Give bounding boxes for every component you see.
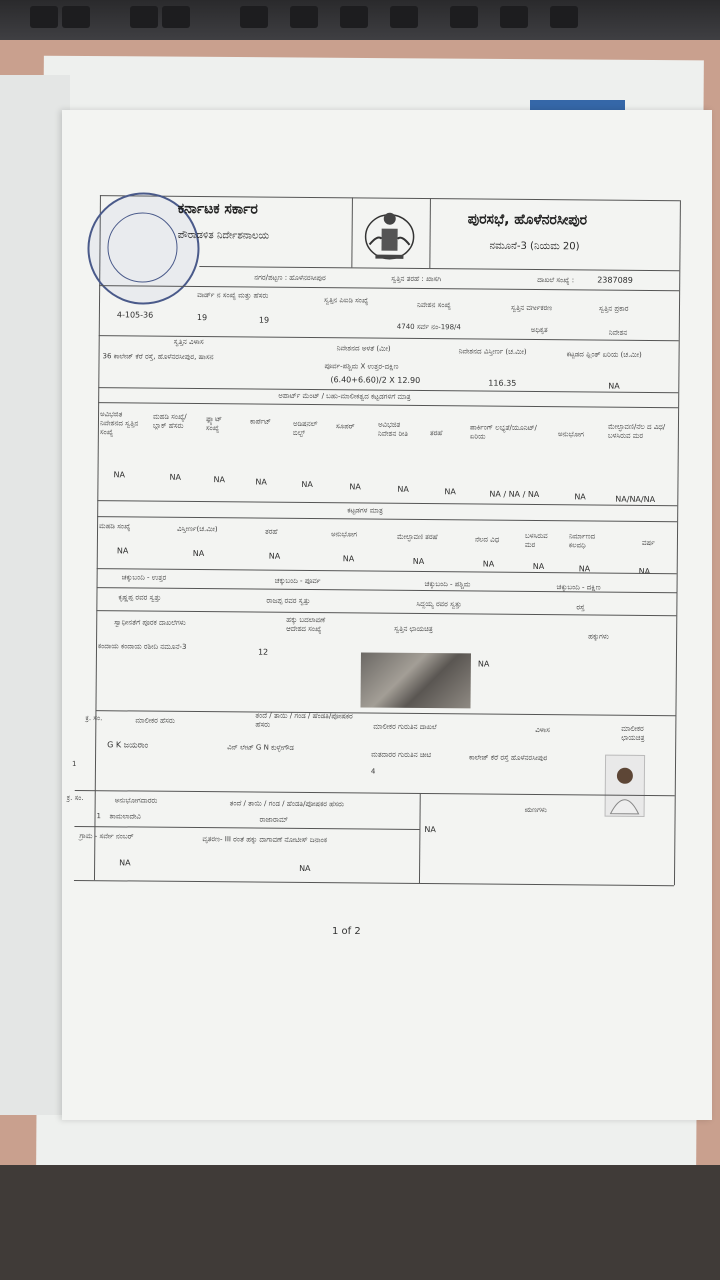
ownership-docs-value: ಕಂದಾಯ ಕಂದಾಯ ರಶೀದಿ ನಮೂನೆ-3 xyxy=(97,642,187,651)
bld-col-header: ನಿರ್ಮಾಣದ ಕಲವಧಿ xyxy=(568,532,596,550)
owner-father: ವಿನ್ ಲೇಟ್ G N ಕುಳ್ಳೇಗೌಡ xyxy=(227,743,294,752)
occupant-sl: 1 xyxy=(96,812,102,821)
apartment-heading: ಅಪಾರ್ಟ್ ಮೆಂಟ್ / ಬಹು-ಮಾಲೀಕತ್ವದ ಕಟ್ಟಡಗಳಿಗೆ ಮಾತ್ರ xyxy=(278,391,411,401)
row-line xyxy=(96,610,676,616)
keyboard-key xyxy=(62,6,90,28)
occupant-sl-label: ಕ್ರ. ಸಂ. xyxy=(66,793,84,803)
owner-id-value: ಮತದಾರರ ಗುರುತಿನ ಚೀಟಿ xyxy=(371,750,432,760)
keyboard-key xyxy=(130,6,158,28)
bld-col-header: ಬಳಸಿರುವ ಮರ xyxy=(524,531,548,549)
apt-col-header: ತರಹೆ xyxy=(429,429,443,438)
form-border-bottom xyxy=(74,880,674,886)
keyboard-key xyxy=(390,6,418,28)
apt-col-header: ಪಾರ್ಕಿಂಗ್ ಲಭ್ಯತೆ/ಯೂನಿಟ್/ಏರಿಯ xyxy=(469,423,537,441)
row-line xyxy=(97,500,677,506)
address-value: 36 ಕಾಲೇಜ್ ಕೆರೆ ರಸ್ತೆ, ಹೊಳೆನರಸೀಪುರ, ಹಾಸನ xyxy=(102,352,214,362)
apt-col-header: ಫ್ಲ್ಯಾಟ್ ಸಂಖ್ಯೆ xyxy=(205,415,222,433)
person-icon xyxy=(606,756,645,816)
site-no-label: ನಿವೇಶನ ಸಂಖ್ಯೆ xyxy=(416,300,451,310)
kind-label: ಸ್ವತ್ತಿನ ಪ್ರಕಾರ xyxy=(598,304,629,313)
boundary-north-label: ಚಕ್ಕುಬಂದಿ - ಉತ್ತರ xyxy=(121,573,167,582)
dimension-value: (6.40+6.60)/2 X 12.90 xyxy=(330,375,421,385)
keyboard-key xyxy=(240,6,268,28)
apt-col-header: ಸೂಪರ್ xyxy=(335,422,355,431)
form-border-left xyxy=(94,195,101,880)
keyboard-key xyxy=(340,6,368,28)
owner-sl-label: ಕ್ರ. ಸಂ. xyxy=(85,714,103,723)
pid-value: 4-105-36 xyxy=(116,310,154,320)
apt-cell: NA xyxy=(301,479,313,490)
apt-cell: NA xyxy=(255,477,267,487)
apt-col-header: ಮೇಲ್ಛಾವಣಿ/ನೆಲ ದ ವಿಧ/ಬಳಸಿರುವ ಮರ xyxy=(607,422,666,440)
boundary-east-value: ರಾಜಪ್ಪ ರವರ ಸ್ವತ್ತು xyxy=(266,596,311,606)
header-divider xyxy=(351,197,353,267)
owner-id-label: ಮಾಲೀಕರ ಗುರುತಿನ ದಾಖಲೆ xyxy=(373,722,437,732)
built-label: ಕಟ್ಟಡದ ಫ್ಲಿಂತ್ ಏರಿಯ (ಚ.ಮೀ) xyxy=(566,350,642,359)
bld-cell: NA xyxy=(532,561,545,572)
ward-value: 19 xyxy=(196,313,208,323)
owner-address-label: ವಿಳಾಸ xyxy=(535,725,550,735)
owner-father-label: ತಂದೆ / ತಾಯಿ / ಗಂಡ / ಹೆಂಡತಿ/ಪೋಷಕರ ಹೆಸರು xyxy=(255,711,353,729)
owner-sl: 1 xyxy=(71,759,77,768)
notice-date-label: ವೃತರಣ- III ರಂತೆ ಹಕ್ಕು ದಾಗಾವಣೆ ನೋಟೀಸ್ ದಿನಾಂಕ xyxy=(202,835,328,845)
karnataka-emblem-icon xyxy=(357,204,422,265)
address-label: ಸ್ವತ್ತಿನ ವಿಳಾಸ xyxy=(173,337,204,347)
area-value: 116.35 xyxy=(488,378,517,388)
owner-photo-label: ಮಾಲೀಕರ ಛಾಯಚಿತ್ರ xyxy=(621,724,645,742)
bld-cell: NA xyxy=(412,556,425,567)
page-number: 1 of 2 xyxy=(332,926,361,937)
built-value: NA xyxy=(608,381,620,391)
apt-cell: NA xyxy=(349,482,361,492)
boundary-north-value: ಕೃಷ್ಣಪ್ಪ ರವರ ಸ್ವತ್ತು xyxy=(118,593,162,602)
apt-col-header: ಅನುಭೋಗ xyxy=(557,430,584,439)
header-divider xyxy=(429,198,431,268)
bld-cell: NA xyxy=(268,551,281,561)
survey-value: 4740 ಸರ್ವೆ ನಂ-198/4 xyxy=(396,322,461,332)
apt-col-header: ಅವಿಭಜಿತ ನಿವೇಶನ ರೀತಿ xyxy=(377,420,408,438)
area-label: ನಿವೇಶನದ ವಿಸ್ತೀರ್ಣ (ಚ.ಮೀ) xyxy=(458,347,527,356)
boundary-south-label: ಚಕ್ಕುಬಂದಿ - ದಕ್ಷಿಣ xyxy=(556,583,601,592)
row-line xyxy=(97,516,677,522)
occupant-name-label: ಅನುಭೋಗದಾರರು xyxy=(114,796,158,805)
rights-order-label: ಹಕ್ಕು ಬದಲಾವಣೆ ಆದೇಶದ ಸಂಖ್ಯೆ xyxy=(286,615,326,634)
kind-value: ನಿವೇಶನ xyxy=(608,328,628,337)
keyboard-key xyxy=(290,6,318,28)
bld-cell: NA xyxy=(342,554,355,564)
village-value: NA xyxy=(119,858,131,868)
keyboard-key xyxy=(450,6,478,28)
municipality-title: ಪುರಸಭೆ, ಹೊಳೆನರಸೀಪುರ xyxy=(467,211,588,229)
dimension-sub: ಪೂರ್ವ-ಪಶ್ಚಿಮ X ಉತ್ತರ-ದಕ್ಷಿಣ xyxy=(324,362,399,371)
apt-col-header: ಮಹಡಿ ಸಂಖ್ಯೆ/ಬ್ಲಾಕ್ ಹೆಸರು xyxy=(152,412,187,430)
encumbrance-label: ಋಣಗಳು xyxy=(524,805,547,815)
property-photo xyxy=(360,652,470,708)
bld-col-header: ನೆಲದ ವಿಧ xyxy=(474,535,500,544)
owner-id-no: 4 xyxy=(370,767,376,776)
pid-label: ಸ್ವತ್ತಿನ ಪಿಐಡಿ ಸಂಖ್ಯೆ xyxy=(324,296,369,305)
occupant-father-label: ತಂದೆ / ತಾಯಿ / ಗಂಡ / ಹೆಂಡತಿ/ಪೋಷಕರ ಹೆಸರು xyxy=(229,799,344,809)
apt-cell: NA xyxy=(213,475,225,485)
bld-col-header: ಮೇಲ್ಛಾವಣಿ ತರಹೆ xyxy=(396,532,438,542)
row-line xyxy=(74,826,419,830)
category-value: ಅಧಿಕೃತ xyxy=(530,325,548,335)
dimension-label: ನಿವೇಶನದ ಅಳತೆ (ಮೀ) xyxy=(336,344,391,353)
category-label: ಸ್ವತ್ತಿನ ವರ್ಗೀಕರಣ xyxy=(510,303,553,313)
boundary-west-value: ಸಿದ್ದಯ್ಯ ರವರ ಸ್ವತ್ತು xyxy=(416,599,462,609)
left-page-edge xyxy=(0,75,70,1115)
owner-address: ಕಾಲೇಜ್ ಕೆರೆ ರಸ್ತೆ ಹೊಳೆನರಸೀಪುರ xyxy=(469,753,548,763)
keyboard-key xyxy=(500,6,528,28)
boundary-west-label: ಚಕ್ಕುಬಂದಿ - ಪಶ್ಚಿಮ xyxy=(424,580,471,589)
owner-name-label: ಮಾಲೀಕರ ಹೆಸರು xyxy=(135,716,175,725)
govt-title: ಕರ್ನಾಟಕ ಸರ್ಕಾರ xyxy=(177,200,258,218)
building-heading: ಕಟ್ಟಡಗಳ ಮಾತ್ರ xyxy=(347,506,383,515)
apt-cell: NA xyxy=(169,472,182,482)
record-no: 2387089 xyxy=(597,275,633,285)
bld-col-header: ತರಹೆ xyxy=(264,527,278,536)
bld-cell: NA xyxy=(638,566,651,576)
apt-cell: NA xyxy=(444,487,456,497)
apt-col-header: ಅಡಿಷನಲ್ ಬಿಲ್ಟ್ xyxy=(292,419,318,437)
bld-col-header: ಅನುಭೋಗ xyxy=(330,530,358,539)
keyboard-key xyxy=(550,6,578,28)
boundary-south-value: ರಸ್ತೆ xyxy=(576,603,585,612)
apt-cell: NA xyxy=(113,470,126,480)
header-bottom-line xyxy=(199,266,679,271)
bld-cell: NA xyxy=(578,564,591,574)
ownership-docs-label: ಸ್ವಾಧೀನತೆಗೆ ಪೂರಕ ದಾಖಲೆಗಳು xyxy=(114,618,186,627)
directorate-title: ಪೌರಾಡಳಿತ ನಿರ್ದೇಶನಾಲಯ xyxy=(177,229,270,242)
bld-cell: NA xyxy=(116,546,129,556)
row-line xyxy=(99,285,679,291)
apt-cell: NA/NA/NA xyxy=(615,494,656,505)
desk-surface xyxy=(0,1165,720,1280)
form-number: ನಮೂನೆ-3 (ನಿಯಮ 20) xyxy=(489,240,580,253)
notice-date-value: NA xyxy=(299,863,311,874)
ward-label: ವಾರ್ಡ್ ನ ಸಂಖ್ಯೆ ಮತ್ತು ಹೆಸರು xyxy=(197,291,269,300)
rights-order-value: 12 xyxy=(257,647,269,657)
village-label: ಗ್ರಾಮ - ಸರ್ವೇ ನಂಬರ್ xyxy=(79,832,134,841)
row-line xyxy=(98,402,678,408)
bld-col-header: ವಿಸ್ತೀರ್ಣ(ಚ.ಮೀ) xyxy=(177,524,218,534)
apt-cell: NA xyxy=(574,492,586,502)
row-line xyxy=(95,710,675,716)
record-no-label: ದಾಖಲೆ ಸಂಖ್ಯೆ : xyxy=(537,275,575,285)
bld-cell: NA xyxy=(192,548,205,559)
owner-photo xyxy=(605,755,646,817)
bld-col-header: ಮಹಡಿ ಸಂಖ್ಯೆ xyxy=(99,522,131,531)
bld-col-header: ವರ್ಷ xyxy=(641,538,655,548)
owner-name: G K ಜಯರಾಂ xyxy=(107,740,149,750)
occupant-father: ರಾಜಾರಾಮ್ xyxy=(259,815,288,824)
site-value: 19 xyxy=(258,315,270,325)
keyboard-key xyxy=(30,6,58,28)
town-label: ನಗರ/ಪಟ್ಟಣ : ಹೊಳೆನರಸೀಪುರ xyxy=(254,273,326,283)
row-line xyxy=(75,790,675,796)
property-type-label: ಸ್ವತ್ತಿನ ತರಹೆ : ಖಾಸಗಿ xyxy=(391,274,442,284)
apt-cell: NA / NA / NA xyxy=(489,489,540,500)
occupant-divider xyxy=(419,793,421,883)
apt-col-header: ಅವಿಭಜಿತ ನಿವೇಶನದ ಸ್ವತ್ತಿನ ಸಂಖ್ಯೆ xyxy=(99,410,139,437)
keyboard-key xyxy=(162,6,190,28)
encumbrance-value: NA xyxy=(424,825,436,835)
boundary-east-label: ಚಕ್ಕುಬಂದಿ - ಪೂರ್ವ xyxy=(274,576,321,586)
bld-cell: NA xyxy=(482,559,495,569)
property-form xyxy=(66,190,682,895)
apt-cell: NA xyxy=(397,484,409,494)
rights-col-label: ಹಕ್ಕುಗಳು xyxy=(588,632,609,641)
property-photo-label: ಸ್ವತ್ತಿನ ಛಾಯಚಿತ್ರ xyxy=(394,624,433,634)
occupant-name: ಶಾಮಲಾದೇವಿ xyxy=(109,812,141,821)
property-photo-value: NA xyxy=(477,659,490,669)
apt-col-header: ಕಾರ್ಪೆಟ್ xyxy=(249,417,271,426)
